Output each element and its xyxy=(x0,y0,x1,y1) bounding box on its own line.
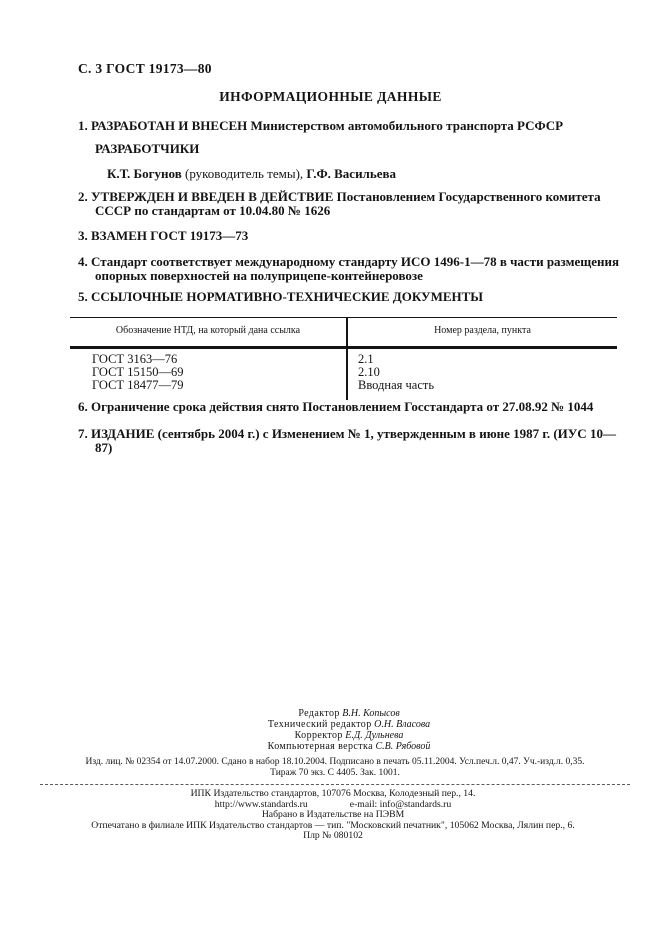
developer-name-2: Г.Ф. Васильева xyxy=(306,166,397,181)
table-cell-section: 2.10 xyxy=(358,365,380,379)
publisher-url: http://www.standards.ru xyxy=(214,798,308,810)
table-header-section: Номер раздела, пункта xyxy=(434,325,531,336)
item-3 xyxy=(78,229,630,243)
developer-note: (руководитель темы), xyxy=(184,166,304,181)
item-6-number: 6. xyxy=(78,399,88,414)
colophon-line-tech-editor xyxy=(78,719,620,730)
colophon-role: Редактор xyxy=(298,708,340,719)
item-2-text: Постановлением Государственного комитета СССР по стандартам от 10.04.80 № 1626 xyxy=(95,189,601,218)
references-table-header-row xyxy=(70,318,617,349)
item-7 xyxy=(78,427,630,455)
colophon-name: Е.Д. Дульнева xyxy=(345,730,404,741)
colophon-line-layout xyxy=(78,741,620,752)
item-5 xyxy=(78,290,630,304)
item-5-keyword: ССЫЛОЧНЫЕ НОРМАТИВНО-ТЕХНИЧЕСКИЕ ДОКУМЕНТЫ xyxy=(91,289,484,304)
table-cell-section: 2.1 xyxy=(358,352,374,366)
item-2 xyxy=(78,190,630,218)
item-3-number: 3. xyxy=(78,228,88,243)
publisher-address-line: ИПК Издательство стандартов, 107076 Москва, Колодезный пер., 14. xyxy=(190,788,476,799)
item-4 xyxy=(78,255,630,283)
colophon xyxy=(78,708,620,752)
item-7-number: 7. xyxy=(78,426,88,441)
item-6 xyxy=(78,400,630,414)
colophon-role: Корректор xyxy=(294,730,343,741)
table-row xyxy=(70,379,617,392)
publisher-typeset-line: Набрано в Издательстве на ПЭВМ xyxy=(261,809,405,821)
table-cell-ntd: ГОСТ 15150—69 xyxy=(70,366,348,379)
publisher-block xyxy=(33,789,633,842)
table-cell-ntd: ГОСТ 3163—76 xyxy=(70,349,348,366)
table-header-ntd: Обозначение НТД, на который дана ссылка xyxy=(70,318,348,346)
imprint-block xyxy=(40,757,630,779)
item-7-text: ИЗДАНИЕ (сентябрь 2004 г.) с Изменением № 1, утвержденным в июне 1987 г. (ИУС 10—87) xyxy=(91,426,616,455)
dashed-divider xyxy=(40,784,630,785)
publisher-printed-line: Отпечатано в филиале ИПК Издательство стандартов — тип. "Московский печатник", 105062 Москва, Лялин пер., 6. xyxy=(91,819,575,831)
item-4-text: Стандарт соответствует международному стандарту ИСО 1496-1—78 в части размещения опорных поверхностей на полуприцепе-контейнеровозе xyxy=(91,254,619,283)
imprint-license-line: Изд. лиц. № 02354 от 14.07.2000. Сдано в набор 18.10.2004. Подписано в печать 05.11.2004. Усл.печ.л. 0,47. Уч.-изд.л. 0,35. xyxy=(85,757,585,767)
item-2-number: 2. xyxy=(78,189,88,204)
colophon-line-corrector xyxy=(78,730,620,741)
item-2-keyword: УТВЕРЖДЕН И ВВЕДЕН В ДЕЙСТВИЕ xyxy=(91,189,334,204)
item-5-number: 5. xyxy=(78,289,88,304)
item-1-number: 1. xyxy=(78,118,88,133)
colophon-line-editor xyxy=(78,708,620,719)
references-table xyxy=(70,317,617,400)
page-title: ИНФОРМАЦИОННЫЕ ДАННЫЕ xyxy=(219,89,442,104)
imprint-tirazh-line: Тираж 70 экз. С 4405. Зак. 1001. xyxy=(270,768,400,778)
colophon-name: О.Н. Власова xyxy=(374,719,431,730)
item-1 xyxy=(78,119,630,133)
item-1-text: Министерством автомобильного транспорта РСФСР xyxy=(250,118,564,133)
publisher-email: e-mail: info@standards.ru xyxy=(349,798,452,810)
developers-line xyxy=(107,166,396,182)
item-4-number: 4. xyxy=(78,254,88,269)
developers-heading: РАЗРАБОТЧИКИ xyxy=(95,141,200,156)
item-3-keyword: ВЗАМЕН ГОСТ 19173—73 xyxy=(91,228,249,243)
item-6-text: Ограничение срока действия снято Постановлением Госстандарта от 27.08.92 № 1044 xyxy=(91,399,594,414)
table-cell-ntd: ГОСТ 18477—79 xyxy=(70,379,348,392)
colophon-role: Технический редактор xyxy=(267,719,372,730)
colophon-role: Компьютерная верстка xyxy=(267,741,373,752)
colophon-name: В.Н. Копысов xyxy=(342,708,400,719)
item-1-keyword: РАЗРАБОТАН И ВНЕСЕН xyxy=(91,118,248,133)
page-header: С. 3 ГОСТ 19173—80 xyxy=(78,61,212,76)
table-row xyxy=(70,349,617,366)
table-cell-section: Вводная часть xyxy=(358,378,435,392)
developer-name-1: К.Т. Богунов xyxy=(107,166,182,181)
colophon-name: С.В. Рябовой xyxy=(375,741,431,752)
publisher-plr-line: Плр № 080102 xyxy=(303,830,363,842)
